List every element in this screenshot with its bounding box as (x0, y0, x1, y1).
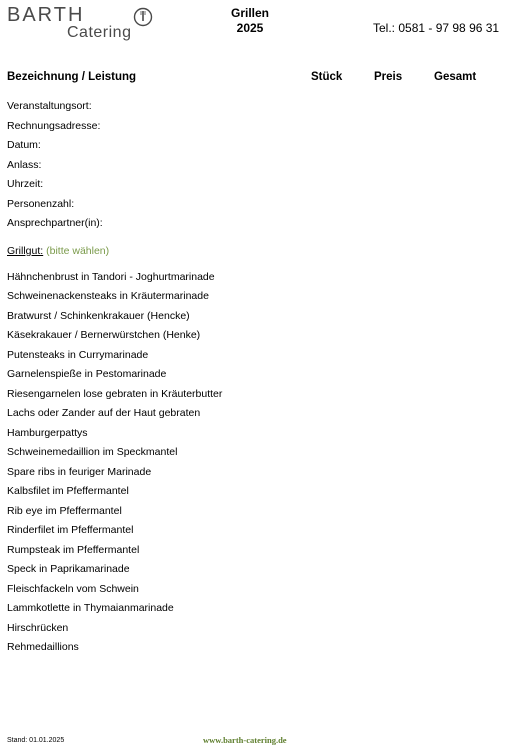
list-item: Käsekrakauer / Bernerwürstchen (Henke) (7, 329, 201, 341)
list-item: Schweinenackensteaks in Kräutermarinade (7, 290, 209, 302)
field-time: Uhrzeit: (7, 178, 44, 190)
title-line-1: Grillen (230, 6, 269, 20)
field-billing-address: Rechnungsadresse: (7, 120, 101, 132)
phone-number: Tel.: 0581 - 97 98 96 31 (373, 21, 500, 35)
logo-fork-icon (133, 7, 153, 27)
column-header-price: Preis (374, 71, 403, 83)
list-item: Lachs oder Zander auf der Haut gebraten (7, 407, 201, 419)
section-hint: (bitte wählen) (46, 245, 110, 257)
column-header-qty: Stück (311, 71, 343, 83)
logo-text-barth: BARTH (7, 4, 85, 26)
field-venue: Veranstaltungsort: (7, 100, 92, 112)
barth-catering-logo (7, 4, 157, 42)
title-line-2: 2025 (236, 21, 264, 35)
list-item: Bratwurst / Schinkenkrakauer (Hencke) (7, 310, 190, 322)
field-occasion: Anlass: (7, 159, 42, 171)
list-item: Schweinemedaillion im Speckmantel (7, 446, 178, 458)
footer-stand-date: Stand: 01.01.2025 (7, 737, 65, 744)
list-item: Rehmedaillions (7, 641, 79, 653)
list-item: Hähnchenbrust in Tandori - Joghurtmarinade (7, 271, 215, 283)
list-item: Speck in Paprikamarinade (7, 563, 130, 575)
column-header-total: Gesamt (434, 71, 477, 83)
list-item: Lammkotlette in Thymaianmarinade (7, 602, 174, 614)
field-contact-person: Ansprechpartner(in): (7, 217, 103, 229)
footer-website-link[interactable]: www.barth-catering.de (203, 735, 287, 745)
logo-text-catering: Catering (67, 24, 132, 41)
list-item: Hirschrücken (7, 622, 69, 634)
field-guest-count: Personenzahl: (7, 198, 75, 210)
document-title (222, 6, 278, 36)
list-item: Rinderfilet im Pfeffermantel (7, 524, 134, 536)
section-label: Grillgut: (7, 245, 44, 257)
list-item: Riesengarnelen lose gebraten in Kräuterbutter (7, 388, 223, 400)
list-item: Putensteaks in Currymarinade (7, 349, 149, 361)
list-item: Hamburgerpattys (7, 427, 88, 439)
list-item: Fleischfackeln vom Schwein (7, 583, 139, 595)
field-date: Datum: (7, 139, 41, 151)
column-header-description: Bezeichnung / Leistung (7, 71, 137, 83)
list-item: Kalbsfilet im Pfeffermantel (7, 485, 129, 497)
list-item: Spare ribs in feuriger Marinade (7, 466, 152, 478)
list-item: Rumpsteak im Pfeffermantel (7, 544, 140, 556)
list-item: Garnelenspieße in Pestomarinade (7, 368, 167, 380)
list-item: Rib eye im Pfeffermantel (7, 505, 122, 517)
section-heading-grillgut (7, 245, 109, 257)
